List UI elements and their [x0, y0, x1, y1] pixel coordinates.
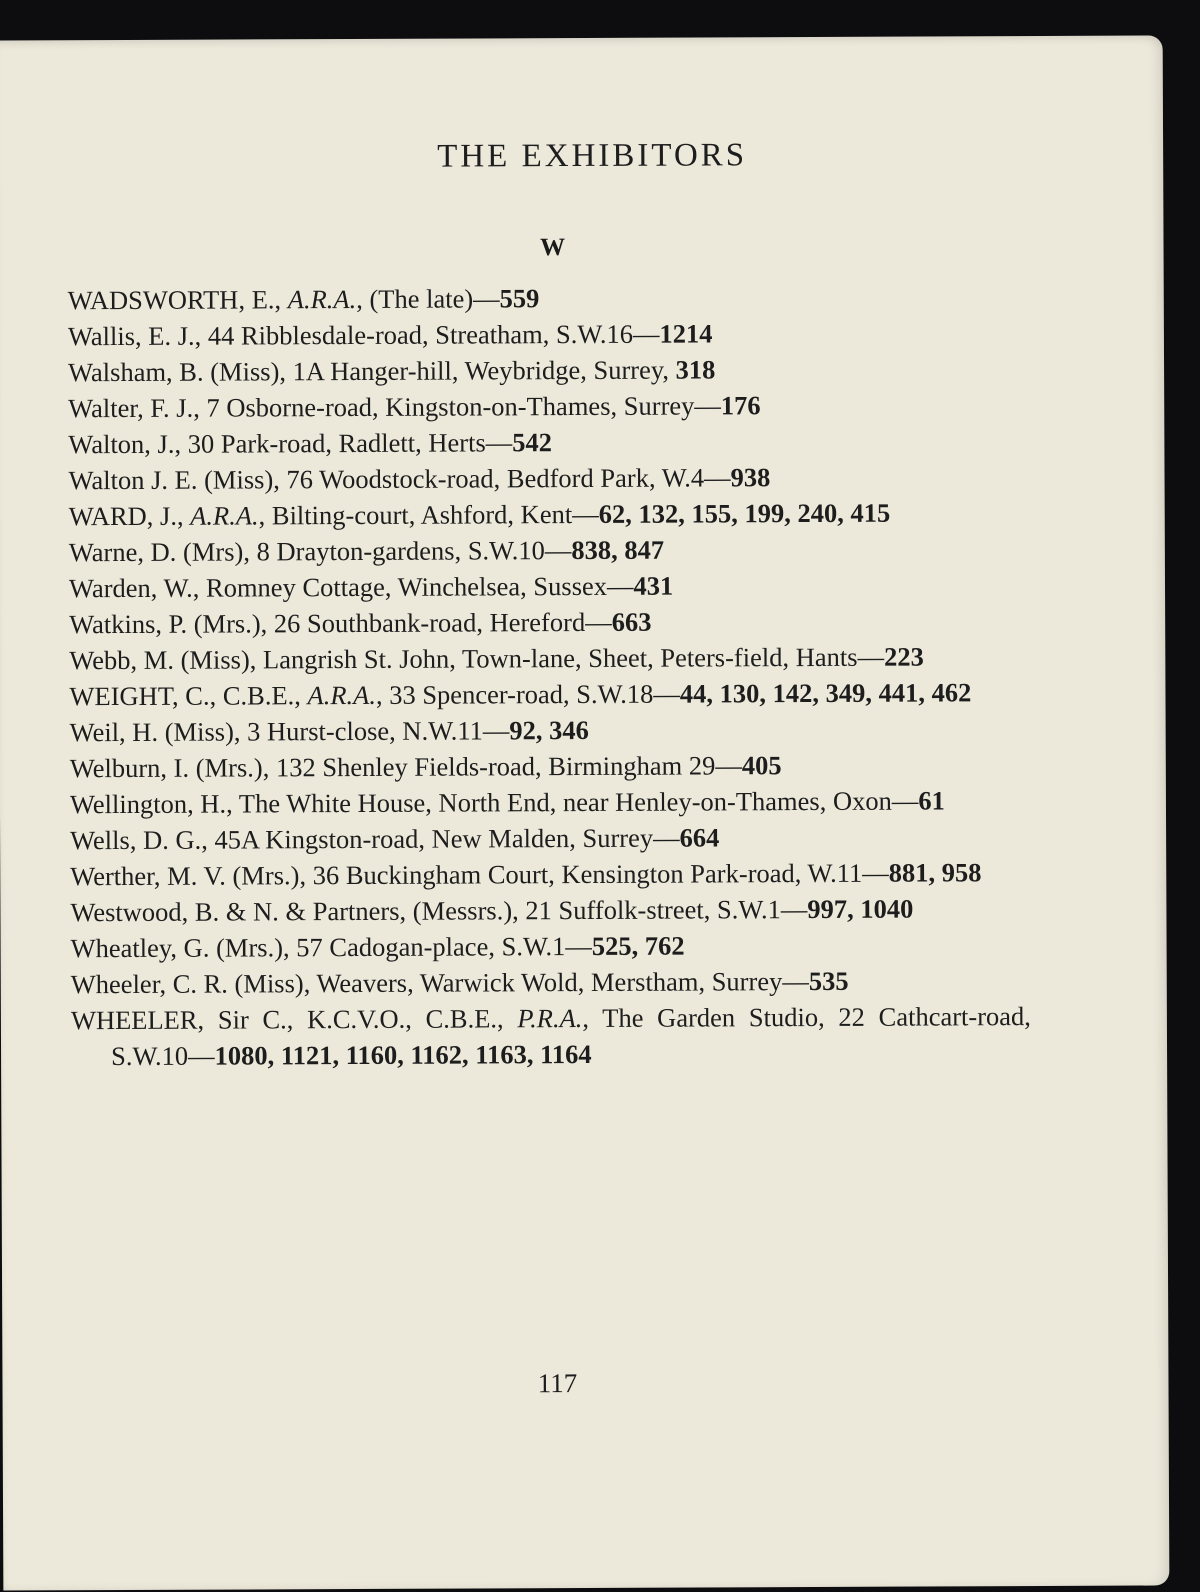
book-page: [0, 35, 1169, 1590]
catalogue-numbers: 44, 130, 142, 349, 441, 462: [679, 677, 972, 709]
exhibitor-entry: Walton J. E. (Miss), 76 Woodstock-road, Bedford Park, W.4—938: [68, 462, 771, 496]
exhibitor-entry: Walton, J., 30 Park-road, Radlett, Herts—542: [68, 427, 553, 460]
catalogue-numbers: 223: [883, 641, 924, 672]
exhibitor-entry: Westwood, B. & N. & Partners, (Messrs.), 21 Suffolk-street, S.W.1—997, 1040: [70, 893, 914, 928]
exhibitor-entry: Weil, H. (Miss), 3 Hurst-close, N.W.11—92, 346: [69, 714, 589, 748]
catalogue-numbers: 535: [808, 965, 849, 997]
catalogue-numbers: 559: [499, 283, 540, 314]
exhibitor-entry: Warden, W., Romney Cottage, Winchelsea, Sussex—431: [68, 570, 674, 604]
exhibitor-entry: Welburn, I. (Mrs.), 132 Shenley Fields-road, Birmingham 29—405: [69, 750, 782, 784]
catalogue-numbers: 997, 1040: [807, 893, 914, 925]
exhibitor-entry: Wells, D. G., 45A Kingston-road, New Malden, Surrey—664: [70, 822, 720, 856]
exhibitor-entry: WADSWORTH, E., A.R.A., (The late)—559: [67, 283, 540, 316]
exhibitor-entry: Webb, M. (Miss), Langrish St. John, Town-lane, Sheet, Peters-field, Hants—223: [69, 641, 924, 676]
catalogue-numbers: 1080, 1121, 1160, 1162, 1163, 1164: [214, 1038, 592, 1071]
exhibitor-entry: WARD, J., A.R.A., Bilting-court, Ashford, Kent—62, 132, 155, 199, 240, 415: [68, 497, 891, 532]
catalogue-numbers: 664: [679, 822, 720, 853]
catalogue-numbers: 838, 847: [571, 534, 665, 566]
catalogue-numbers: 318: [675, 354, 716, 385]
exhibitor-list: [68, 278, 1031, 1074]
exhibitor-entry: Wheatley, G. (Mrs.), 57 Cadogan-place, S.W.1—525, 762: [70, 930, 685, 964]
catalogue-numbers: 1214: [659, 318, 713, 349]
exhibitor-entry: Walter, F. J., 7 Osborne-road, Kingston-on-Thames, Surrey—176: [68, 390, 761, 424]
exhibitor-entry: Wallis, E. J., 44 Ribblesdale-road, Streatham, S.W.16—1214: [67, 318, 713, 352]
catalogue-numbers: 431: [633, 570, 674, 601]
catalogue-numbers: 663: [611, 606, 652, 637]
section-letter: W: [539, 234, 566, 262]
catalogue-numbers: 176: [720, 390, 761, 421]
page-number: 117: [537, 1368, 578, 1399]
exhibitor-entry: Warne, D. (Mrs), 8 Drayton-gardens, S.W.10—838, 847: [68, 534, 665, 568]
catalogue-numbers: 525, 762: [591, 930, 685, 961]
exhibitor-entry: Werther, M. V. (Mrs.), 36 Buckingham Court, Kensington Park-road, W.11—881, 958: [70, 857, 982, 892]
catalogue-numbers: 881, 958: [888, 857, 982, 888]
catalogue-numbers: 61: [918, 785, 945, 816]
catalogue-numbers: 405: [741, 750, 782, 781]
running-title: THE EXHIBITORS: [437, 137, 748, 175]
catalogue-numbers: 62, 132, 155, 199, 240, 415: [598, 497, 891, 529]
catalogue-numbers: 92, 346: [509, 714, 589, 746]
exhibitor-entry: Wellington, H., The White House, North End, near Henley-on-Thames, Oxon—61: [69, 785, 945, 820]
exhibitor-entry: Watkins, P. (Mrs.), 26 Southbank-road, Hereford—663: [69, 606, 652, 640]
exhibitor-entry: Walsham, B. (Miss), 1A Hanger-hill, Weybridge, Surrey, 318: [68, 354, 716, 388]
exhibitor-entry: WHEELER, Sir C., K.C.V.O., C.B.E., P.R.A., The Garden Studio, 22 Cathcart-road, S.W.10—1080, 1121, 1160, 1162, 1163, 1164: [70, 1001, 1031, 1072]
exhibitor-entry: WEIGHT, C., C.B.E., A.R.A., 33 Spencer-road, S.W.18—44, 130, 142, 349, 441, 462: [69, 677, 972, 712]
catalogue-numbers: 542: [512, 427, 553, 458]
exhibitor-entry: Wheeler, C. R. (Miss), Weavers, Warwick Wold, Merstham, Surrey—535: [70, 965, 849, 1000]
catalogue-numbers: 938: [730, 462, 771, 493]
